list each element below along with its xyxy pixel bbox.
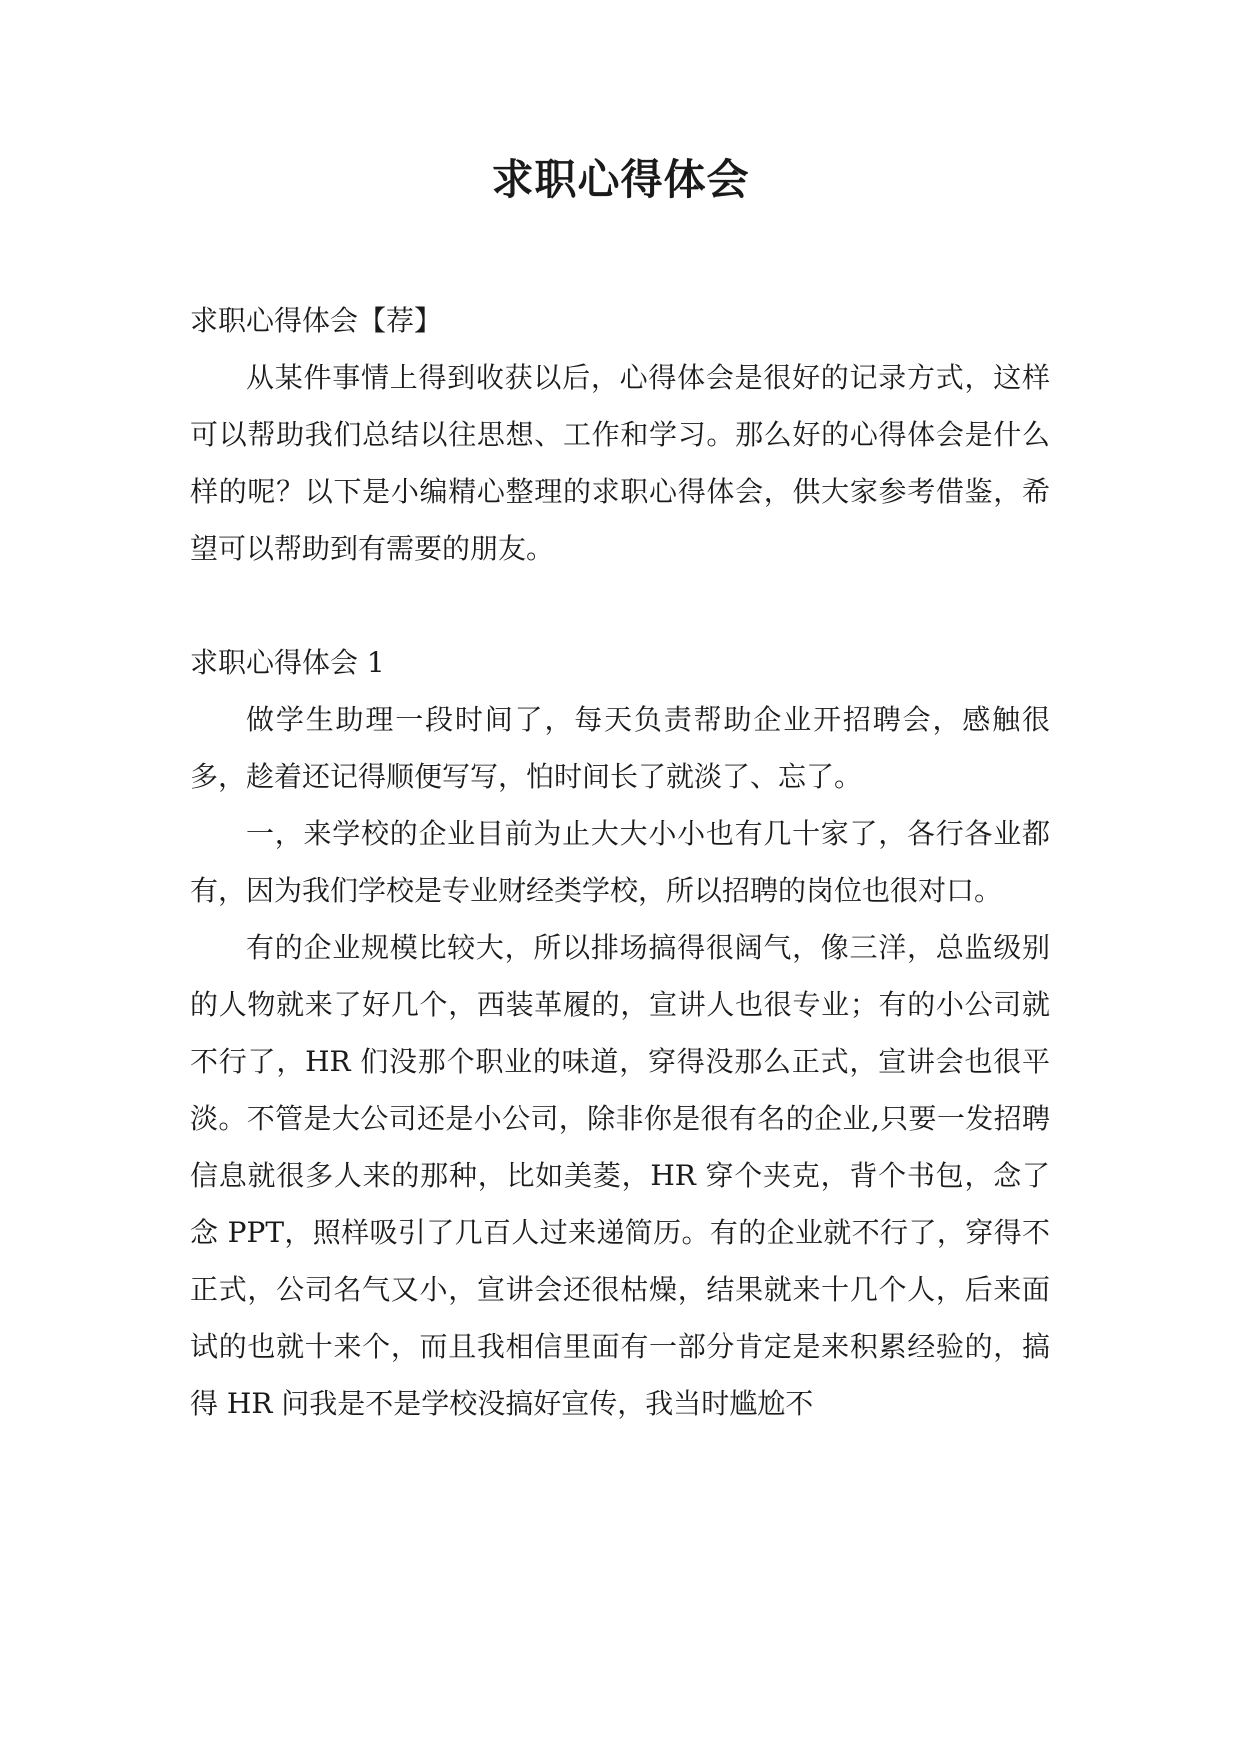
document-title: 求职心得体会 (491, 155, 750, 204)
section-1-paragraph-2: 一，来学校的企业目前为止大大小小也有几十家了，各行各业都有，因为我们学校是专业财经类学校，所以招聘的岗位也很对口。 (190, 817, 1050, 907)
section-1-heading: 求职心得体会 1 (190, 646, 385, 679)
intro-heading: 求职心得体会【荐】 (190, 304, 443, 337)
section-1-paragraph-3: 有的企业规模比较大，所以排场搞得很阔气，像三洋，总监级别的人物就来了好几个，西装革履的，宣讲人也很专业；有的小公司就不行了，HR 们没那个职业的味道，穿得没那么正式，宣讲会也很平淡。不管是大公司还是小公司，除非你是很有名的企业,只要一发招聘信息就很多人来的那种，比如美菱，HR 穿个夹克，背个书包，念了念 PPT，照样吸引了几百人过来递简历。有的企业就不行了，穿得不正式，公司名气又小，宣讲会还很枯燥，结果就来十几个人，后来面试的也就十来个，而且我相信里面有一部分肯定是来积累经验的，搞得 HR 问我是不是学校没搞好宣传，我当时尴尬不 (190, 931, 1050, 1420)
section-1-paragraph-1: 做学生助理一段时间了，每天负责帮助企业开招聘会，感触很多，趁着还记得顺便写写，怕时间长了就淡了、忘了。 (190, 703, 1050, 793)
intro-paragraph: 从某件事情上得到收获以后，心得体会是很好的记录方式，这样可以帮助我们总结以往思想、工作和学习。那么好的心得体会是什么样的呢？以下是小编精心整理的求职心得体会，供大家参考借鉴，希望可以帮助到有需要的朋友。 (190, 361, 1050, 565)
document-body (190, 292, 1050, 1432)
section-spacer (190, 577, 1050, 634)
